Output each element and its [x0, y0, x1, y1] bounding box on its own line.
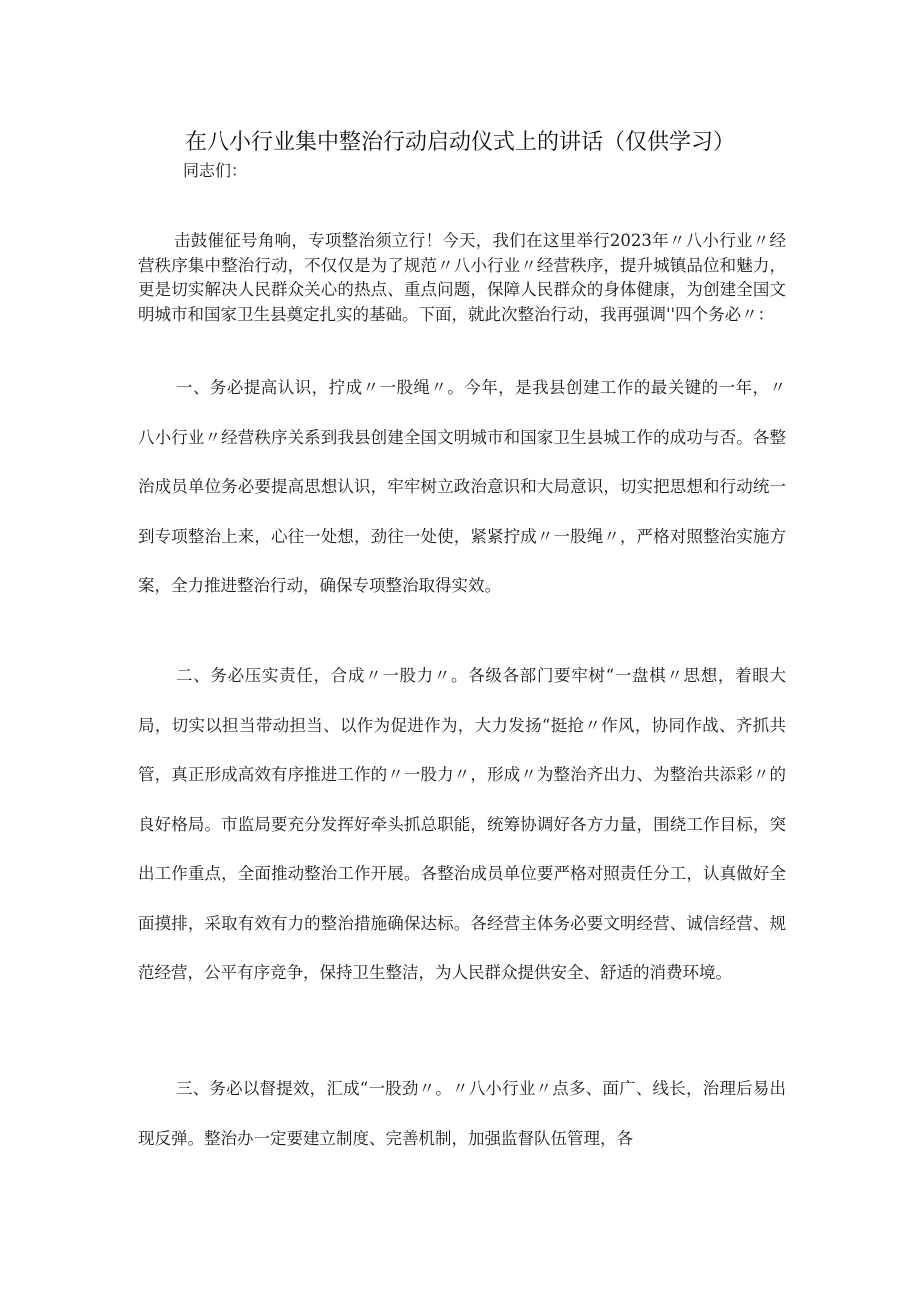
salutation: 同志们：: [183, 161, 248, 180]
document-title: 在八小行业集中整治行动启动仪式上的讲话（仅供学习）: [184, 130, 735, 155]
intro-paragraph: 击鼓催征号角响，专项整治须立行！今天，我们在这里举行2023年〃八小行业〃经营秩序集中整治行动，不仅仅是为了规范〃八小行业〃经营秩序，提升城镇品位和魅力，更是切实解决人民群众关心的热点、重点问题，保障人民群众的身体健康，为创建全国文明城市和国家卫生县奠定扎实的基础。下面，就此次整治行动，我再强调''四个务必〃：: [138, 231, 786, 324]
paragraph-three: 三、务必以督提效，汇成“一股劲〃。〃八小行业〃点多、面广、线长，治理后易出现反弹。整治办一定要建立制度、完善机制，加强监督队伍管理，各: [138, 1079, 786, 1148]
paragraph-one: 一、务必提高认识，拧成〃一股绳〃。今年，是我县创建工作的最关键的一年，〃八小行业〃经营秩序关系到我县创建全国文明城市和国家卫生县城工作的成功与否。各整治成员单位务必要提高思想认识，牢牢树立政治意识和大局意识，切实把思想和行动统一到专项整治上来，心往一处想，劲往一处使，紧紧拧成〃一股绳〃，严格对照整治实施方案，全力推进整治行动，确保专项整治取得实效。: [138, 378, 786, 595]
paragraph-two: 二、务必压实责任，合成〃一股力〃。各级各部门要牢树“一盘棋〃思想，着眼大局，切实以担当带动担当、以作为促进作为，大力发扬“挺抢〃作风，协同作战、齐抓共管，真正形成高效有序推进工作的〃一股力〃，形成〃为整治齐出力、为整治共添彩〃的良好格局。市监局要充分发挥好牵头抓总职能，统筹协调好各方力量，围绕工作目标，突出工作重点，全面推动整治工作开展。各整治成员单位要严格对照责任分工，认真做好全面摸排，采取有效有力的整治措施确保达标。各经营主体务必要文明经营、诚信经营、规范经营，公平有序竞争，保持卫生整洁，为人民群众提供安全、舒适的消费环境。: [138, 666, 786, 982]
